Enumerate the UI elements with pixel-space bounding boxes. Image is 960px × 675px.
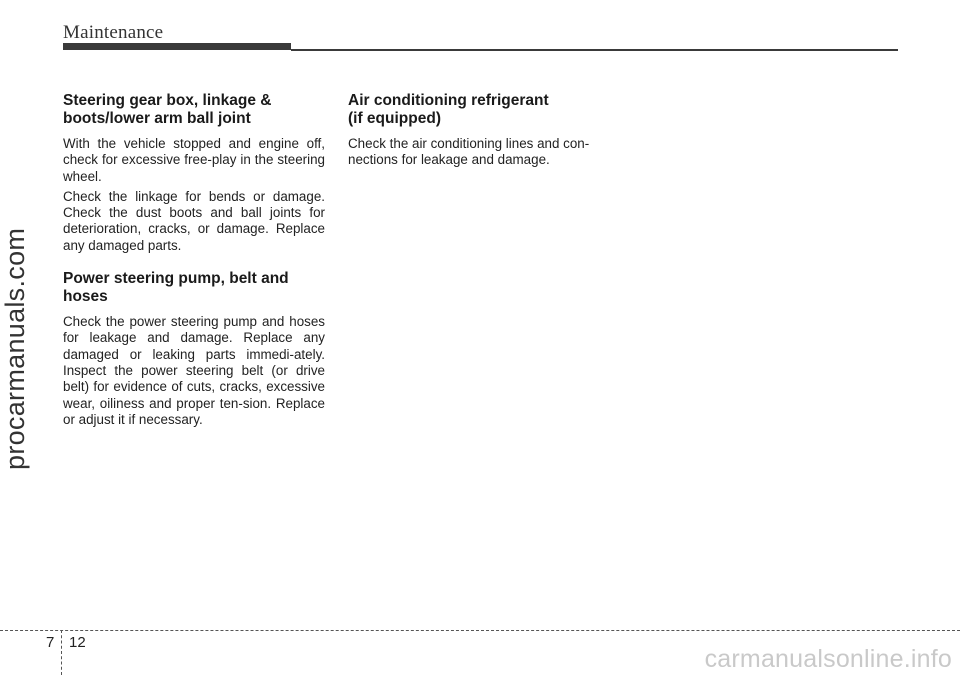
air-conditioning-heading-line2: (if equipped) (348, 110, 441, 127)
header-rule-thick (63, 43, 291, 50)
header-rule-thin (291, 49, 898, 51)
steering-paragraph-2: Check the linkage for bends or damage. Check the dust boots and ball joints for deterioration, cracks, or damage. Replace any damaged parts. (63, 188, 325, 253)
side-watermark: procarmanuals.com (0, 227, 30, 470)
page-number: 12 (69, 634, 86, 651)
bottom-watermark: carmanualsonline.info (704, 645, 952, 673)
footer-dashed-divider (61, 630, 62, 675)
right-column (348, 92, 610, 173)
air-conditioning-paragraph-1: Check the air conditioning lines and con-nections for leakage and damage. (348, 136, 590, 168)
steering-paragraph-1: With the vehicle stopped and engine off, check for excessive free-play in the steering wheel. (63, 136, 325, 184)
page-header-title: Maintenance (63, 22, 164, 43)
air-conditioning-heading (348, 92, 610, 128)
air-conditioning-heading-line1: Air conditioning refrigerant (348, 92, 549, 109)
footer-dashed-rule (0, 630, 960, 631)
chapter-number: 7 (46, 634, 55, 651)
left-column (63, 92, 325, 432)
power-steering-heading: Power steering pump, belt and hoses (63, 270, 289, 306)
power-steering-paragraph-1: Check the power steering pump and hoses for leakage and damage. Replace any damaged or leaking parts immedi-ately. Inspect the power steering belt (or drive belt) for evidence of cuts, cracks, excessive wear, oiliness and proper ten-sion. Replace or adjust it if necessary. (63, 314, 325, 427)
steering-heading: Steering gear box, linkage & boots/lower arm ball joint (63, 92, 272, 127)
